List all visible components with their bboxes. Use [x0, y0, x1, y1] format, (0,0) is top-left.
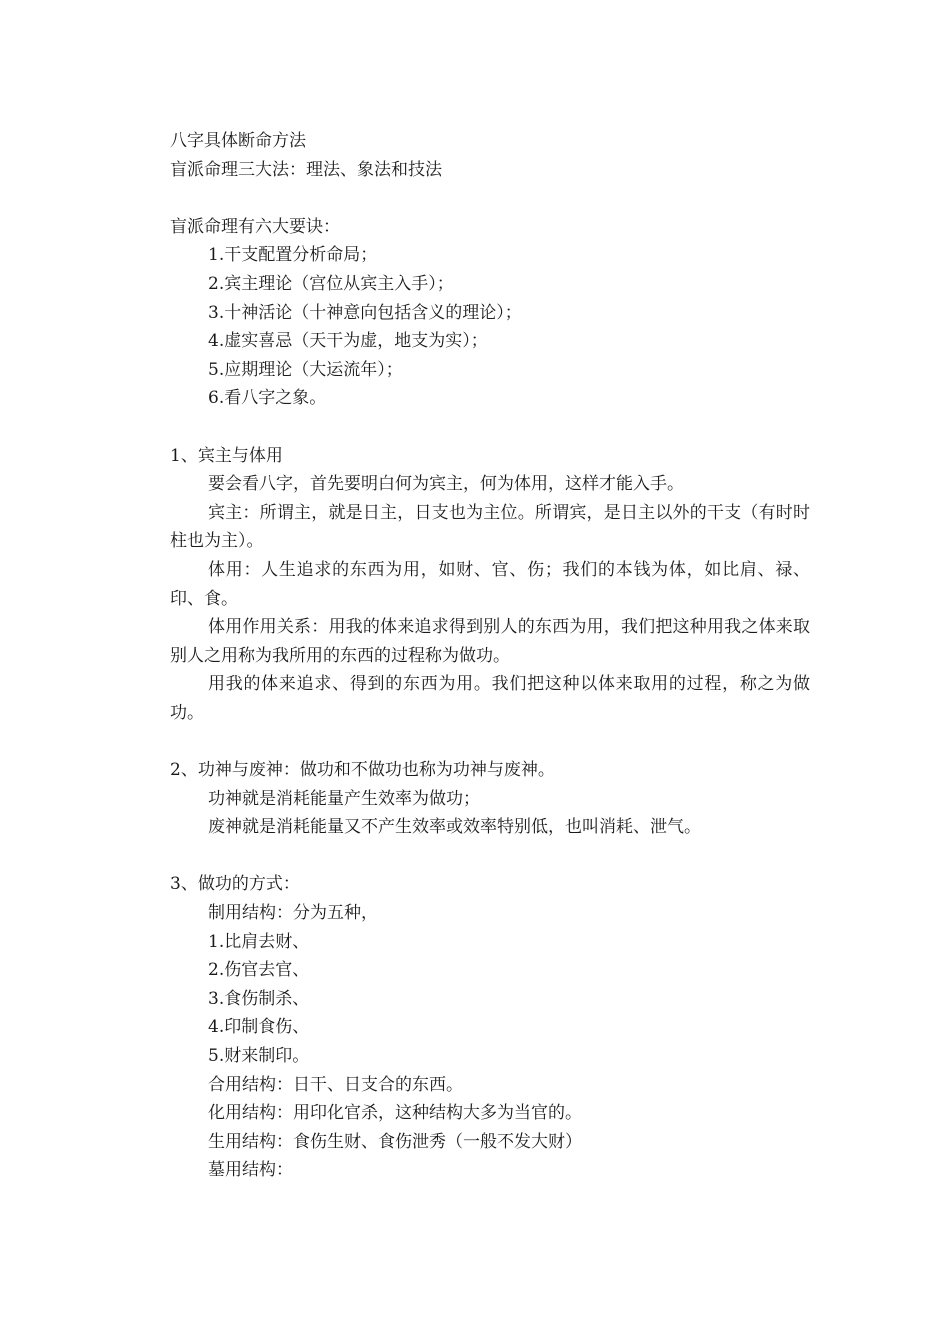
section3-line: 合用结构：日干、日支合的东西。: [208, 1074, 463, 1095]
secret-item: 6.看八字之象。: [208, 388, 327, 409]
section1-paragraph: 体用作用关系：用我的体来追求得到别人的东西为用，我们把这种用我之体来取别人之用称为我所用的东西的过程称为做功。: [170, 617, 810, 666]
section1-heading: 1、宾主与体用: [170, 445, 283, 466]
blank-line: [170, 727, 810, 756]
section1-paragraph: 要会看八字，首先要明白何为宾主，何为体用，这样才能入手。: [208, 474, 684, 495]
secret-item: 1.干支配置分析命局；: [208, 245, 378, 266]
section2-heading: 2、功神与废神：做功和不做功也称为功神与废神。: [170, 760, 555, 781]
secret-item: 4.虚实喜忌（天干为虚，地支为实）；: [208, 331, 488, 352]
secrets-heading: 盲派命理有六大要诀：: [170, 216, 340, 237]
section3-line: 4.印制食伤、: [208, 1017, 310, 1038]
section3-line: 生用结构：食伤生财、食伤泄秀（一般不发大财）: [208, 1131, 582, 1152]
blank-line: [170, 184, 810, 213]
section3-line: 墓用结构：: [208, 1160, 293, 1181]
section1-paragraph: 宾主：所谓主，就是日主，日支也为主位。所谓宾，是日主以外的干支（有时时柱也为主）。: [170, 502, 810, 552]
section2-line: 功神就是消耗能量产生效率为做功；: [208, 788, 480, 809]
section1-paragraph: 用我的体来追求、得到的东西为用。我们把这种以体来取用的过程，称之为做功。: [170, 674, 810, 723]
blank-line: [170, 842, 810, 871]
blank-line: [170, 413, 810, 442]
document-subtitle: 盲派命理三大法：理法、象法和技法: [170, 159, 442, 180]
secret-item: 2.宾主理论（宫位从宾主入手）；: [208, 273, 454, 294]
section3-line: 3.食伤制杀、: [208, 988, 310, 1009]
document-page: [170, 127, 810, 1185]
section2-line: 废神就是消耗能量又不产生效率或效率特别低，也叫消耗、泄气。: [208, 817, 701, 838]
section3-heading: 3、做功的方式：: [170, 874, 300, 895]
section1-paragraph: 体用：人生追求的东西为用，如财、官、伤；我们的本钱为体，如比肩、禄、印、食。: [170, 559, 810, 609]
secret-item: 5.应期理论（大运流年）；: [208, 359, 403, 380]
section3-line: 2.伤官去官、: [208, 960, 310, 981]
section3-line: 制用结构：分为五种，: [208, 903, 378, 924]
secret-item: 3.十神活论（十神意向包括含义的理论）；: [208, 302, 522, 323]
section3-line: 5.财来制印。: [208, 1046, 310, 1066]
section3-line: 化用结构：用印化官杀，这种结构大多为当官的。: [208, 1103, 582, 1124]
section3-line: 1.比肩去财、: [208, 931, 310, 952]
document-title: 八字具体断命方法: [170, 131, 306, 151]
